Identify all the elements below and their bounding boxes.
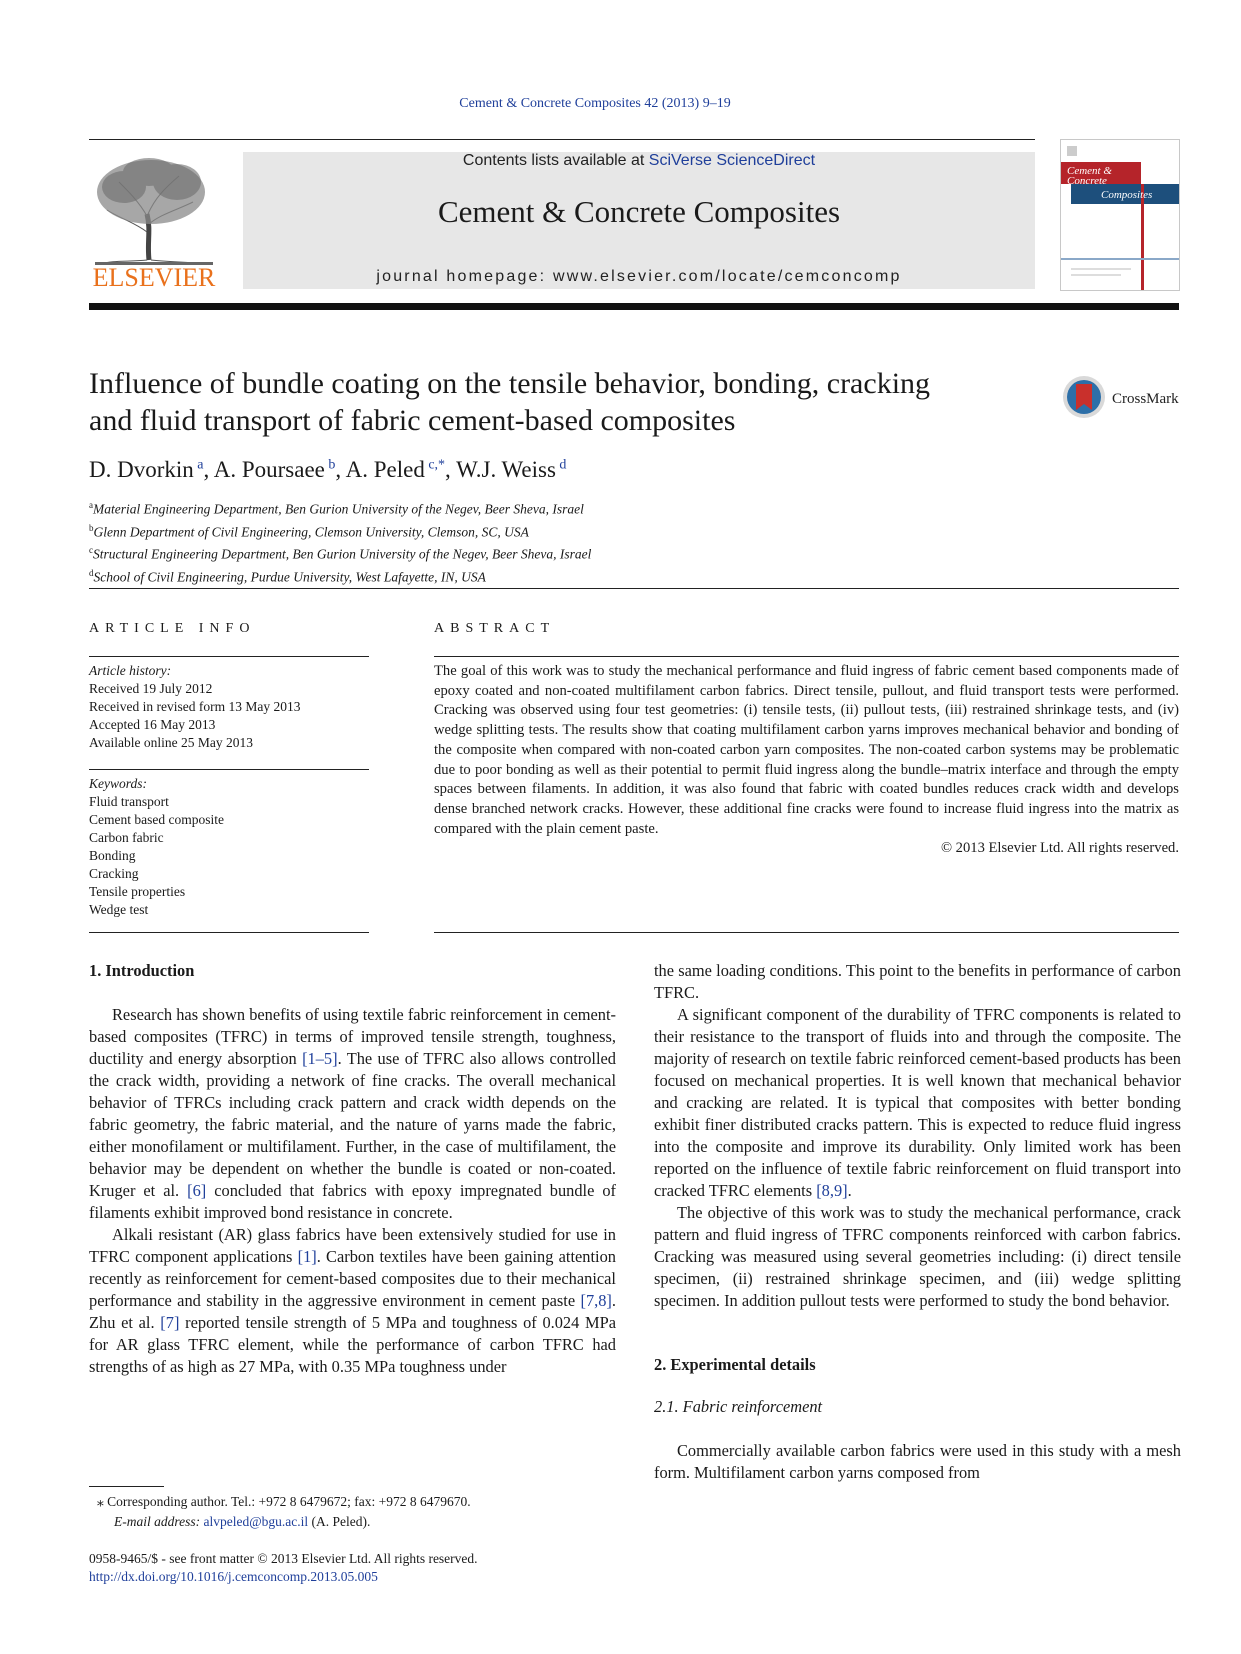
keyword-item: Tensile properties xyxy=(89,884,186,899)
title-line-1: Influence of bundle coating on the tensile behavior, bonding, cracking xyxy=(89,367,931,400)
affiliation-rule xyxy=(89,588,1179,589)
journal-citation[interactable]: Cement & Concrete Composites 42 (2013) 9–19 xyxy=(459,96,731,111)
email-link[interactable]: alvpeled@bgu.ac.il xyxy=(203,1514,309,1529)
subsection-heading-fabric: 2.1. Fabric reinforcement xyxy=(654,1397,823,1416)
affiliation-text: Glenn Department of Civil Engineering, Clemson University, Clemson, SC, USA xyxy=(93,524,529,539)
abstract-text: The goal of this work was to study the mechanical performance and fluid ingress of fabric cement based components made of epoxy coated and non-coated multifilament carbon fabrics. Direct tensile, pullout, and fluid transport tests were performed. Cracking was observed using four test geometries: (i) tensile tests, (ii) pullout tests, (iii) restrained shrinkage tests, and (iv) wedge splitting tests. The results show that coating multifilament carbon yarns improves mechanical behavior and bonding of the composite when compared with non-coated carbon yarn composites. The non-coated carbon systems may be problematic due to poor bonding as well as their potential to permit fluid ingress along the bundle–matrix interface and through the empty spaces between filaments. In addition, it was also found that fabric with coated bundles reduces crack width and develops dense branched network cracks. However, these additional fine cracks were found to increase fluid ingress into the matrix as compared with the plain cement paste. xyxy=(434,663,1179,837)
paragraph-text: . Carbon textiles have been gaining attention recently as reinforcement for cement-based composites due to their mechanical performance and stability in the aggressive environment in cement paste xyxy=(89,1247,616,1310)
affiliation-marker: c xyxy=(89,545,93,555)
keyword-item: Cement based composite xyxy=(89,812,224,827)
intro-paragraph-3 xyxy=(654,1004,1181,1202)
contents-prefix: Contents lists available at xyxy=(462,152,649,169)
article-title xyxy=(89,365,1039,439)
author-name: A. Poursaee xyxy=(213,457,325,482)
citation-link[interactable]: [8,9] xyxy=(816,1181,848,1200)
email-line xyxy=(89,1512,471,1532)
elsevier-logo xyxy=(89,152,219,290)
sciencedirect-link[interactable]: SciVerse ScienceDirect xyxy=(648,152,816,169)
author-name: D. Dvorkin xyxy=(89,457,194,482)
history-item: Received in revised form 13 May 2013 xyxy=(89,699,301,714)
affiliation-text: Structural Engineering Department, Ben Gurion University of the Negev, Beer Sheva, Israel xyxy=(93,546,592,562)
citation-link[interactable]: [1] xyxy=(297,1247,317,1266)
history-item: Received 19 July 2012 xyxy=(89,681,213,696)
doi-link[interactable]: http://dx.doi.org/10.1016/j.cemconcomp.2013.05.005 xyxy=(89,1569,378,1584)
footnote-rule xyxy=(89,1486,164,1487)
keywords-label: Keywords: xyxy=(89,776,147,791)
author-list xyxy=(89,457,566,483)
author-separator: , xyxy=(203,457,214,482)
paragraph-text: Alkali resistant (AR) glass fabrics have been extensively studied for use in TFRC component applications xyxy=(89,1225,616,1266)
cover-title-1: Cement & xyxy=(1067,165,1112,177)
keyword-list xyxy=(89,793,224,919)
keyword-item: Bonding xyxy=(89,848,136,863)
history-label: Article history: xyxy=(89,663,172,678)
journal-name: Cement & Concrete Composites xyxy=(437,194,841,229)
keywords-block xyxy=(89,775,224,919)
keyword-item: Carbon fabric xyxy=(89,830,164,845)
author-name: W.J. Weiss xyxy=(456,457,556,482)
author-name: A. Peled xyxy=(345,457,425,482)
paragraph-text: . xyxy=(847,1181,852,1200)
journal-banner xyxy=(243,152,1035,289)
article-info-heading: ARTICLE INFO xyxy=(89,621,256,636)
history-list xyxy=(89,680,300,752)
author-affiliation-marker[interactable]: d xyxy=(555,457,567,473)
keyword-item: Fluid transport xyxy=(89,794,169,809)
citation-link[interactable]: [6] xyxy=(187,1181,207,1200)
journal-homepage[interactable]: journal homepage: www.elsevier.com/locate/cemconcomp xyxy=(376,268,902,285)
citation-link[interactable]: [1–5] xyxy=(302,1049,338,1068)
affiliation-marker: a xyxy=(89,500,93,510)
crossmark-badge[interactable] xyxy=(1062,374,1182,420)
author-separator: , xyxy=(445,457,457,482)
affiliation-text: Material Engineering Department, Ben Gurion University of the Negev, Beer Sheva, Israel xyxy=(93,501,584,517)
cover-title-2: Concrete xyxy=(1067,175,1107,187)
affiliation-list xyxy=(89,496,591,586)
body-column-left xyxy=(89,960,616,1378)
article-info-bottom-rule xyxy=(89,932,369,933)
article-info-rule xyxy=(89,656,369,657)
header-thick-rule xyxy=(89,303,1179,310)
body-column-right xyxy=(654,960,1181,1484)
affiliation-marker: b xyxy=(89,522,94,533)
intro-paragraph-continued: the same loading conditions. This point to the benefits in performance of carbon TFRC. xyxy=(654,961,1181,1002)
intro-paragraph-1 xyxy=(89,1004,616,1224)
abstract-heading: ABSTRACT xyxy=(434,621,556,636)
title-line-2: and fluid transport of fabric cement-based composites xyxy=(89,404,736,437)
corresponding-author-footnote xyxy=(89,1492,471,1532)
author-affiliation-marker[interactable]: a xyxy=(193,457,204,473)
abstract-body xyxy=(434,662,1179,859)
affiliation-marker: d xyxy=(89,567,94,578)
citation-link[interactable]: [7] xyxy=(160,1313,180,1332)
author-affiliation-marker[interactable]: c,* xyxy=(424,457,446,473)
corresponding-author-line: ⁎ Corresponding author. Tel.: +972 8 6479672; fax: +972 8 6479670. xyxy=(97,1494,471,1509)
affiliation-item xyxy=(89,564,591,587)
email-label: E-mail address: xyxy=(114,1514,201,1529)
header-rule xyxy=(89,139,1035,140)
paragraph-text: Research has shown benefits of using textile fabric reinforcement in cement-based composites (TFRC) in terms of improved tensile strength, toughness, ductility and energy absorption xyxy=(89,1005,616,1068)
paragraph-text: . The use of TFRC also allows controlled the crack width, providing a network of fine cracks. The overall mechanical behavior of TFRCs including crack pattern and crack width depends on the fabric geometry, the fabric material, and the nature of yarns made the fabric, either monofilament or multifilament. Further, in the case of multifilament, the behavior may be dependent on whether the bundle is coated or non-coated. Kruger et al. xyxy=(89,1049,616,1200)
intro-paragraph-4: The objective of this work was to study the mechanical performance, crack pattern and fluid ingress of TFRC components reinforced with carbon fabrics. Cracking was measured using several geometries including: (i) direct tensile specimen, (ii) restrained shrinkage specimen, and (iii) wedge splitting specimen. In addition pullout tests were performed to study the bond behavior. xyxy=(654,1203,1181,1310)
keyword-item: Wedge test xyxy=(89,902,149,917)
issn-block xyxy=(89,1550,478,1586)
citation-link[interactable]: [7,8] xyxy=(580,1291,612,1310)
section-heading-experimental: 2. Experimental details xyxy=(654,1355,816,1374)
crossmark-label: CrossMark xyxy=(1112,391,1179,407)
affiliation-item xyxy=(89,519,591,542)
affiliation-item xyxy=(89,541,591,564)
intro-paragraph-2 xyxy=(89,1224,616,1378)
fabric-paragraph-1: Commercially available carbon fabrics were used in this study with a mesh form. Multifilament carbon yarns composed from xyxy=(654,1441,1181,1482)
article-history xyxy=(89,662,300,752)
journal-cover[interactable] xyxy=(1060,139,1180,291)
history-item: Accepted 16 May 2013 xyxy=(89,717,216,732)
cover-title-3: Composites xyxy=(1101,189,1153,201)
keyword-item: Cracking xyxy=(89,866,139,881)
paragraph-text: . Zhu et al. xyxy=(89,1291,616,1332)
paragraph-text: reported tensile strength of 5 MPa and toughness of 0.024 MPa for AR glass TFRC element, while the performance of carbon TFRC had strengths of as high as 27 MPa, with 0.35 MPa toughness under xyxy=(89,1313,616,1376)
keywords-rule xyxy=(89,769,369,770)
elsevier-wordmark: ELSEVIER xyxy=(92,263,216,290)
issn-line: 0958-9465/$ - see front matter © 2013 Elsevier Ltd. All rights reserved. xyxy=(89,1551,478,1566)
contents-line xyxy=(243,152,1035,170)
author-separator: , xyxy=(335,457,346,482)
author-affiliation-marker[interactable]: b xyxy=(324,457,336,473)
affiliation-item xyxy=(89,496,591,519)
crossmark-icon xyxy=(1063,376,1105,418)
history-item: Available online 25 May 2013 xyxy=(89,735,253,750)
paragraph-text: A significant component of the durability of TFRC components is related to their resistance to the transport of fluids into and through the composite. The majority of research on textile fabric reinforced cement-based products has been focused on mechanical properties. It is well known that mechanical behavior and cracking are related. It is typical that composites with better bonding exhibit finer distributed cracks pattern. This is expected to reduce fluid ingress into the composite and improve its durability. Only limited work has been reported on the influence of textile fabric reinforcement on fluid transport into cracked TFRC elements xyxy=(654,1005,1181,1200)
email-suffix: (A. Peled). xyxy=(308,1514,371,1529)
journal-cover-image xyxy=(1061,140,1179,290)
abstract-rule xyxy=(434,656,1179,657)
paragraph-text: concluded that fabrics with epoxy impregnated bundle of filaments exhibit improved bond resistance in concrete. xyxy=(89,1181,616,1222)
affiliation-text: School of Civil Engineering, Purdue University, West Lafayette, IN, USA xyxy=(93,569,486,584)
elsevier-tree-icon xyxy=(89,152,219,290)
abstract-bottom-rule xyxy=(434,932,1179,933)
section-heading-introduction: 1. Introduction xyxy=(89,961,195,980)
abstract-copyright: © 2013 Elsevier Ltd. All rights reserved. xyxy=(940,840,1179,857)
